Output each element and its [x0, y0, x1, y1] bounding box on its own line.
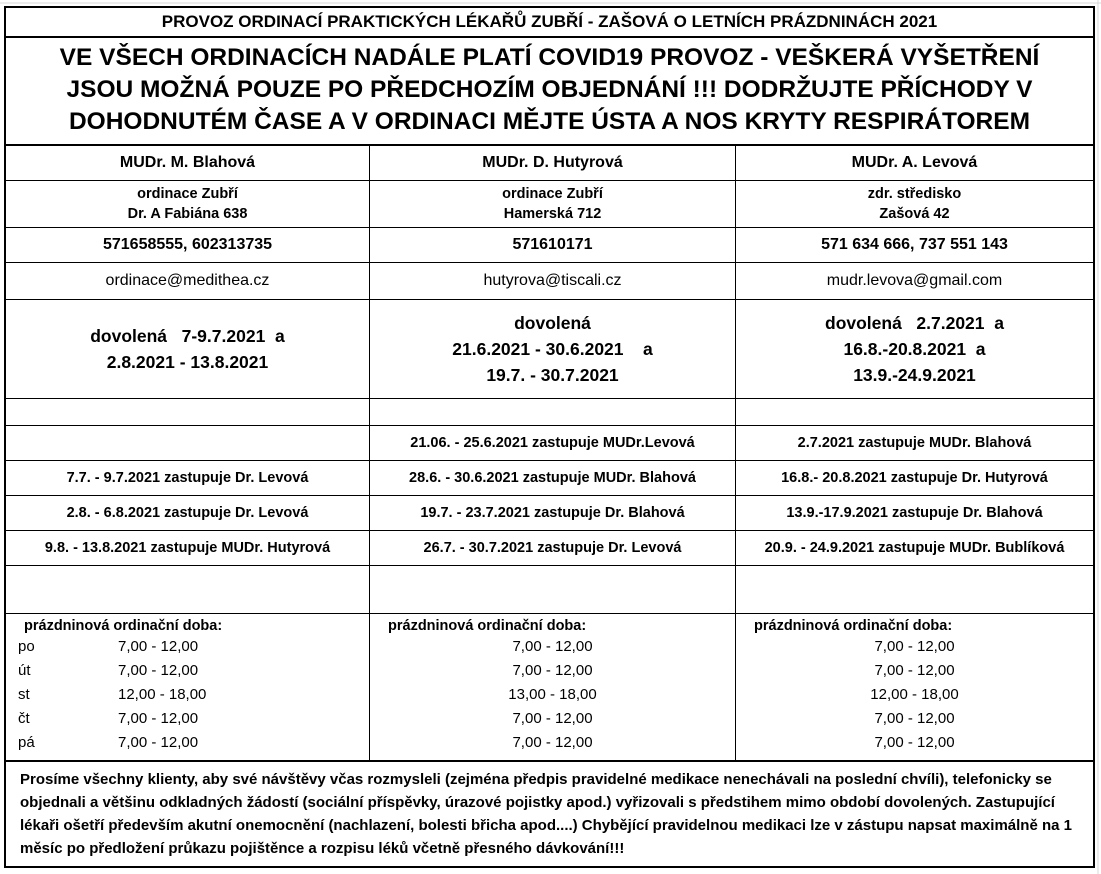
hours-value: 7,00 - 12,00 — [874, 637, 955, 655]
vacation-line: dovolená 7-9.7.2021 a — [90, 326, 285, 346]
address-line: zdr. středisko — [867, 186, 962, 202]
address-line: ordinace Zubří — [137, 186, 238, 202]
substitute-row — [6, 496, 1093, 531]
hours-heading: prázdninová ordinační doba: — [6, 614, 370, 634]
empty-cell — [370, 754, 736, 760]
substitute-cell: 13.9.-17.9.2021 zastupuje Dr. Blahová — [786, 505, 1043, 521]
doctor-name: MUDr. A. Levová — [851, 154, 978, 171]
hours-value: 7,00 - 12,00 — [118, 709, 199, 727]
hours-cell — [6, 730, 370, 754]
phone-row — [6, 228, 1093, 263]
substitute-cell: 20.9. - 24.9.2021 zastupuje MUDr. Bublíková — [764, 540, 1065, 556]
hours-value: 7,00 - 12,00 — [118, 637, 199, 655]
substitute-cell: 21.06. - 25.6.2021 zastupuje MUDr.Levová — [370, 426, 736, 460]
doctor-email: mudr.levova@gmail.com — [826, 272, 1003, 289]
hours-cell — [6, 658, 370, 682]
substitute-cell — [6, 426, 370, 460]
covid-warning-line-1: VE VŠECH ORDINACÍCH NADÁLE PLATÍ COVID19 PROVOZ - VEŠKERÁ VYŠETŘENÍ — [59, 44, 1040, 71]
hours-cell — [6, 634, 370, 658]
hours-value: 13,00 - 18,00 — [370, 682, 736, 706]
address-row — [6, 181, 1093, 228]
substitute-cell: 9.8. - 13.8.2021 zastupuje MUDr. Hutyrová — [6, 531, 370, 565]
gap-row — [6, 566, 1093, 614]
hours-heading: prázdninová ordinační doba: — [754, 618, 953, 634]
vacation-line: 2.8.2021 - 13.8.2021 — [106, 352, 269, 372]
doctor-address — [370, 181, 736, 227]
hours-row — [6, 682, 1093, 706]
address-line: Hamerská 712 — [503, 206, 602, 222]
substitute-row — [6, 461, 1093, 496]
hours-heading: prázdninová ordinační doba: — [370, 614, 736, 634]
day-label: st — [18, 685, 30, 703]
covid-warning-line-3: DOHODNUTÉM ČASE A V ORDINACI MĚJTE ÚSTA A NOS KRYTY RESPIRÁTOREM — [68, 108, 1030, 135]
doctor-phone: 571 634 666, 737 551 143 — [821, 236, 1008, 253]
hours-value: 7,00 - 12,00 — [118, 733, 199, 751]
empty-cell — [370, 566, 736, 613]
substitute-cell: 16.8.- 20.8.2021 zastupuje Dr. Hutyrová — [781, 470, 1048, 486]
vacation-line: dovolená — [514, 313, 591, 333]
hours-cell — [6, 682, 370, 706]
hours-row — [6, 634, 1093, 658]
doctor-name: MUDr. D. Hutyrová — [370, 146, 736, 180]
day-label: po — [18, 637, 35, 655]
client-notice: Prosíme všechny klienty, aby své návštěvy včas rozmysleli (zejména předpis pravidelné medikace nenechávali na poslední chvíli), telefonicky se objednali a většinu odkladných žádostí (sociální příspěvky, úrazové pojistky apod.) vyřizovali s předstihem mimo období dovolených. Zastupující lékaři ošetří především akutní onemocnění (nachlazení, bolesti břicha apod....) Chybějící pravidelnou medikaci lze v zástupu napsat maximálně na 1 měsíc po předložení průkazu pojištěnce a rozpisu léků včetně přesného dávkování!!! — [6, 760, 1093, 866]
empty-cell — [736, 754, 1093, 760]
address-line: ordinace Zubří — [502, 186, 603, 202]
day-label: čt — [18, 709, 30, 727]
substitute-cell: 2.7.2021 zastupuje MUDr. Blahová — [797, 435, 1032, 451]
empty-cell — [6, 399, 370, 425]
hours-row — [6, 658, 1093, 682]
doctor-phone: 571610171 — [370, 228, 736, 262]
vacation-line: 21.6.2021 - 30.6.2021 a — [452, 339, 653, 359]
hours-row — [6, 730, 1093, 754]
address-line: Zašová 42 — [879, 206, 950, 222]
empty-cell — [6, 566, 370, 613]
hours-value: 12,00 - 18,00 — [870, 685, 959, 703]
doctor-email: hutyrova@tiscali.cz — [370, 263, 736, 299]
empty-row — [6, 399, 1093, 426]
empty-cell — [736, 566, 1093, 613]
substitute-row — [6, 426, 1093, 461]
empty-cell — [6, 754, 370, 760]
empty-cell — [370, 399, 736, 425]
doctor-vacation — [736, 300, 1093, 398]
page-title: PROVOZ ORDINACÍ PRAKTICKÝCH LÉKAŘŮ ZUBŘÍ - ZAŠOVÁ O LETNÍCH PRÁZDNINÁCH 2021 — [6, 8, 1093, 38]
hours-value: 7,00 - 12,00 — [118, 661, 199, 679]
hours-value: 7,00 - 12,00 — [370, 706, 736, 730]
day-label: pá — [18, 733, 35, 751]
hours-value: 7,00 - 12,00 — [370, 730, 736, 754]
hours-value: 7,00 - 12,00 — [370, 658, 736, 682]
substitute-row — [6, 531, 1093, 566]
doctor-email: ordinace@medithea.cz — [6, 263, 370, 299]
empty-cell — [736, 399, 1093, 425]
doctor-address — [736, 181, 1093, 227]
schedule-table — [4, 6, 1095, 868]
substitute-cell: 7.7. - 9.7.2021 zastupuje Dr. Levová — [6, 461, 370, 495]
covid-warning — [6, 38, 1093, 146]
vacation-line: dovolená 2.7.2021 a — [825, 313, 1004, 333]
hours-value: 7,00 - 12,00 — [874, 709, 955, 727]
email-row — [6, 263, 1093, 300]
doctor-address — [6, 181, 370, 227]
doctor-vacation — [370, 300, 736, 398]
substitute-cell: 26.7. - 30.7.2021 zastupuje Dr. Levová — [370, 531, 736, 565]
substitute-cell: 2.8. - 6.8.2021 zastupuje Dr. Levová — [6, 496, 370, 530]
doctor-names-row — [6, 146, 1093, 181]
spacer-row — [6, 754, 1093, 760]
hours-value: 7,00 - 12,00 — [370, 634, 736, 658]
substitute-cell: 28.6. - 30.6.2021 zastupuje MUDr. Blahová — [370, 461, 736, 495]
hours-value: 12,00 - 18,00 — [118, 685, 207, 703]
vacation-line: 13.9.-24.9.2021 — [853, 365, 976, 385]
doctor-name: MUDr. M. Blahová — [6, 146, 370, 180]
hours-heading-row — [6, 614, 1093, 634]
doctor-phone: 571658555, 602313735 — [6, 228, 370, 262]
covid-warning-line-2: JSOU MOŽNÁ POUZE PO PŘEDCHOZÍM OBJEDNÁNÍ !!! DODRŽUJTE PŘÍCHODY V — [66, 76, 1033, 103]
day-label: út — [18, 661, 31, 679]
hours-cell — [6, 706, 370, 730]
vacation-line: 19.7. - 30.7.2021 — [486, 365, 619, 385]
doctor-vacation — [6, 300, 370, 398]
vacation-row — [6, 300, 1093, 399]
hours-value: 7,00 - 12,00 — [874, 661, 955, 679]
vacation-line: 16.8.-20.8.2021 a — [843, 339, 986, 359]
substitute-cell: 19.7. - 23.7.2021 zastupuje Dr. Blahová — [370, 496, 736, 530]
hours-value: 7,00 - 12,00 — [874, 733, 955, 751]
address-line: Dr. A Fabiána 638 — [127, 206, 248, 222]
hours-row — [6, 706, 1093, 730]
